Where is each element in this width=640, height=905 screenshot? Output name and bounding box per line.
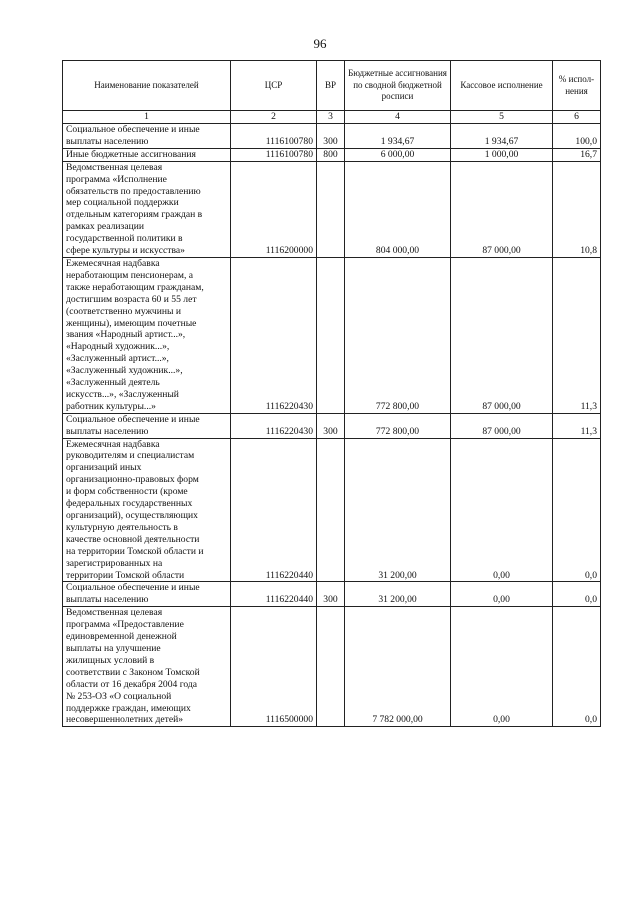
table-row <box>63 161 601 257</box>
row-name: Ведомственная целевая программа «Предоставление единовременной денежной выплаты на улучшение жилищных условий в соответствии с Законом Томской области от 16 декабря 2004 года № 253-ОЗ «О социальной поддержке граждан, имеющих несовершеннолетних детей» <box>63 607 231 727</box>
row-cash: 1 000,00 <box>451 148 553 161</box>
row-vr: 300 <box>317 413 345 438</box>
row-budget: 31 200,00 <box>345 582 451 607</box>
row-budget: 804 000,00 <box>345 161 451 257</box>
row-budget: 7 782 000,00 <box>345 607 451 727</box>
row-vr: 800 <box>317 148 345 161</box>
row-percent: 10,8 <box>553 161 601 257</box>
row-budget: 772 800,00 <box>345 257 451 413</box>
row-vr: 300 <box>317 124 345 149</box>
table-row <box>63 413 601 438</box>
row-cash: 87 000,00 <box>451 257 553 413</box>
row-cash: 87 000,00 <box>451 413 553 438</box>
row-budget: 772 800,00 <box>345 413 451 438</box>
row-name: Ежемесячная надбавка руководителям и специалистам организаций иных организационно-правовых форм и форм собственности (кроме федеральных государственных организаций), осуществляющих культурную деятельность в качестве основной деятельности на территории Томской области и зарегистрированных на территории Томской области <box>63 438 231 582</box>
row-vr <box>317 607 345 727</box>
row-csr: 1116100780 <box>231 148 317 161</box>
row-name: Социальное обеспечение и иные выплаты населению <box>63 124 231 149</box>
col-header-percent: % испол-нения <box>553 61 601 111</box>
row-vr <box>317 438 345 582</box>
col-number: 6 <box>553 111 601 124</box>
row-budget: 6 000,00 <box>345 148 451 161</box>
col-number: 4 <box>345 111 451 124</box>
row-percent: 11,3 <box>553 413 601 438</box>
row-csr: 1116100780 <box>231 124 317 149</box>
row-name: Иные бюджетные ассигнования <box>63 148 231 161</box>
row-name: Ежемесячная надбавка неработающим пенсионерам, а также неработающим гражданам, достигшим возраста 60 и 55 лет (соответственно мужчины и женщины), имеющим почетные звания «Народный артист...», «Народный художник...», «Заслуженный артист...», «Заслуженный художник...», «Заслуженный деятель искусств...», «Заслуженный работник культуры...» <box>63 257 231 413</box>
budget-table <box>62 60 601 727</box>
col-number: 5 <box>451 111 553 124</box>
col-header-budget: Бюджетные ассигнования по сводной бюджетной росписи <box>345 61 451 111</box>
col-number: 3 <box>317 111 345 124</box>
row-name: Социальное обеспечение и иные выплаты населению <box>63 582 231 607</box>
table-row <box>63 438 601 582</box>
row-csr: 1116500000 <box>231 607 317 727</box>
row-vr <box>317 257 345 413</box>
table-row <box>63 257 601 413</box>
col-header-cash: Кассовое исполнение <box>451 61 553 111</box>
row-name: Ведомственная целевая программа «Исполнение обязательств по предоставлению мер социальной поддержки отдельным категориям граждан в рамках реализации государственной политики в сфере культуры и искусства» <box>63 161 231 257</box>
page-number: 96 <box>313 36 327 51</box>
row-budget: 1 934,67 <box>345 124 451 149</box>
row-percent: 0,0 <box>553 582 601 607</box>
col-header-csr: ЦСР <box>231 61 317 111</box>
row-vr <box>317 161 345 257</box>
col-number: 1 <box>63 111 231 124</box>
table-row <box>63 582 601 607</box>
row-percent: 100,0 <box>553 124 601 149</box>
row-budget: 31 200,00 <box>345 438 451 582</box>
row-percent: 11,3 <box>553 257 601 413</box>
row-cash: 0,00 <box>451 607 553 727</box>
row-percent: 16,7 <box>553 148 601 161</box>
table-row <box>63 607 601 727</box>
row-cash: 0,00 <box>451 582 553 607</box>
row-csr: 1116220430 <box>231 413 317 438</box>
row-percent: 0,0 <box>553 438 601 582</box>
column-number-row <box>63 111 601 124</box>
row-csr: 1116220440 <box>231 438 317 582</box>
row-cash: 87 000,00 <box>451 161 553 257</box>
table-header-row <box>63 61 601 111</box>
col-header-name: Наименование показателей <box>63 61 231 111</box>
row-vr: 300 <box>317 582 345 607</box>
row-csr: 1116200000 <box>231 161 317 257</box>
row-cash: 0,00 <box>451 438 553 582</box>
table-row <box>63 148 601 161</box>
row-cash: 1 934,67 <box>451 124 553 149</box>
col-header-vr: ВР <box>317 61 345 111</box>
row-percent: 0,0 <box>553 607 601 727</box>
table-row <box>63 124 601 149</box>
col-number: 2 <box>231 111 317 124</box>
row-csr: 1116220430 <box>231 257 317 413</box>
row-name: Социальное обеспечение и иные выплаты населению <box>63 413 231 438</box>
row-csr: 1116220440 <box>231 582 317 607</box>
